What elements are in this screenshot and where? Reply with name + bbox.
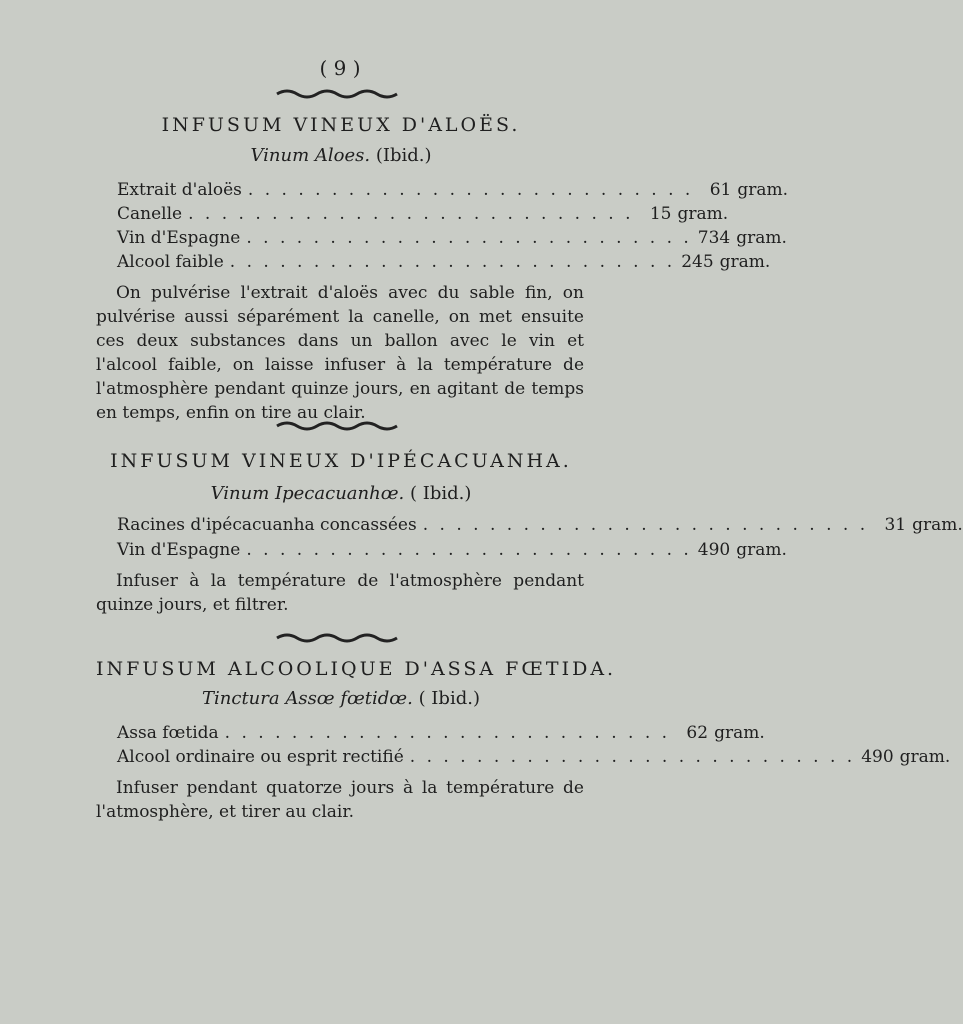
dot-leader: . . . . . . . . . . . . . . . . . . . . . . . . . . . [409, 747, 856, 767]
instruction-paragraph [96, 776, 584, 824]
page-number: ( 9 ) [319, 56, 361, 80]
ingredient-name: Assa fœtida [117, 723, 219, 743]
ingredient-unit: gram. [737, 180, 788, 200]
ingredient-row [117, 204, 729, 228]
source-reference: (Ibid.) [375, 145, 432, 166]
ingredient-unit: gram. [912, 515, 963, 535]
section-title: INFUSUM VINEUX D'IPÉCACUANHA. [110, 450, 572, 472]
dot-leader: . . . . . . . . . . . . . . . . . . . . . . . . . . . [188, 204, 634, 224]
section-subtitle [96, 145, 586, 166]
latin-name: Vinum Aloes. [250, 145, 371, 166]
ingredient-row [117, 515, 963, 539]
instruction-text: On pulvérise l'extrait d'aloës avec du sable fin, on pulvérise aussi séparément la canelle, on met ensuite ces deux substances dans un ballon avec le vin et l'alcool faible, on laisse infuser à la température de l'atmosphère pendant quinze jours, en agitant de temps en temps, enfin on tire au clair. [96, 283, 584, 423]
ingredient-name: Racines d'ipécacuanha concassées [117, 515, 417, 535]
section-subtitle [96, 688, 586, 709]
ingredient-row [117, 252, 771, 276]
instruction-paragraph [96, 281, 584, 425]
ingredient-qty: 490 [861, 747, 894, 767]
dot-leader: . . . . . . . . . . . . . . . . . . . . . . . . . . . [246, 228, 692, 248]
latin-name: Tinctura Assœ fœtidœ. [202, 688, 413, 709]
dot-leader: . . . . . . . . . . . . . . . . . . . . . . . . . . . [224, 723, 671, 743]
ingredient-name: Alcool faible [117, 252, 224, 272]
ingredient-name: Vin d'Espagne [117, 540, 241, 560]
ingredient-qty: 734 [697, 228, 731, 248]
ingredient-unit: gram. [899, 747, 951, 767]
ingredient-row [117, 723, 765, 747]
ingredient-row [117, 540, 787, 564]
dot-leader: . . . . . . . . . . . . . . . . . . . . . . . . . . . [422, 515, 869, 535]
ornament-divider [0, 632, 680, 644]
section-title: INFUSUM VINEUX D'ALOËS. [161, 114, 521, 136]
ingredient-name: Extrait d'aloës [117, 180, 242, 200]
latin-name: Vinum Ipecacuanhœ. [210, 483, 405, 504]
ingredient-qty: 245 [681, 252, 714, 272]
ornament-divider [0, 88, 680, 100]
dot-leader: . . . . . . . . . . . . . . . . . . . . . . . . . . . [246, 540, 692, 560]
ingredient-qty: 15 [649, 204, 672, 224]
ingredient-unit: gram. [714, 723, 765, 743]
section-subtitle [96, 483, 586, 504]
ingredient-row [117, 228, 787, 252]
ingredient-row [117, 747, 951, 771]
ingredient-row [117, 180, 788, 204]
ingredient-name: Alcool ordinaire ou esprit rectifié [117, 747, 404, 767]
ingredient-unit: gram. [677, 204, 729, 224]
instruction-text: Infuser à la température de l'atmosphère pendant quinze jours, et filtrer. [96, 571, 584, 615]
instruction-paragraph [96, 569, 584, 617]
instruction-text: Infuser pendant quatorze jours à la température de l'atmosphère, et tirer au clair. [96, 778, 584, 822]
ingredient-qty: 490 [697, 540, 731, 560]
ingredient-qty: 61 [709, 180, 732, 200]
source-reference: ( Ibid.) [418, 688, 480, 709]
ornament-divider [0, 420, 680, 432]
ingredient-qty: 31 [884, 515, 907, 535]
source-reference: ( Ibid.) [409, 483, 472, 504]
ingredient-unit: gram. [719, 252, 771, 272]
ingredient-qty: 62 [686, 723, 709, 743]
dot-leader: . . . . . . . . . . . . . . . . . . . . . . . . . . . [229, 252, 676, 272]
ingredient-unit: gram. [736, 540, 787, 560]
ingredient-name: Canelle [117, 204, 183, 224]
ingredient-unit: gram. [736, 228, 787, 248]
ingredient-name: Vin d'Espagne [117, 228, 241, 248]
dot-leader: . . . . . . . . . . . . . . . . . . . . . . . . . . . [247, 180, 694, 200]
section-title: INFUSUM ALCOOLIQUE D'ASSA FŒTIDA. [96, 658, 617, 680]
